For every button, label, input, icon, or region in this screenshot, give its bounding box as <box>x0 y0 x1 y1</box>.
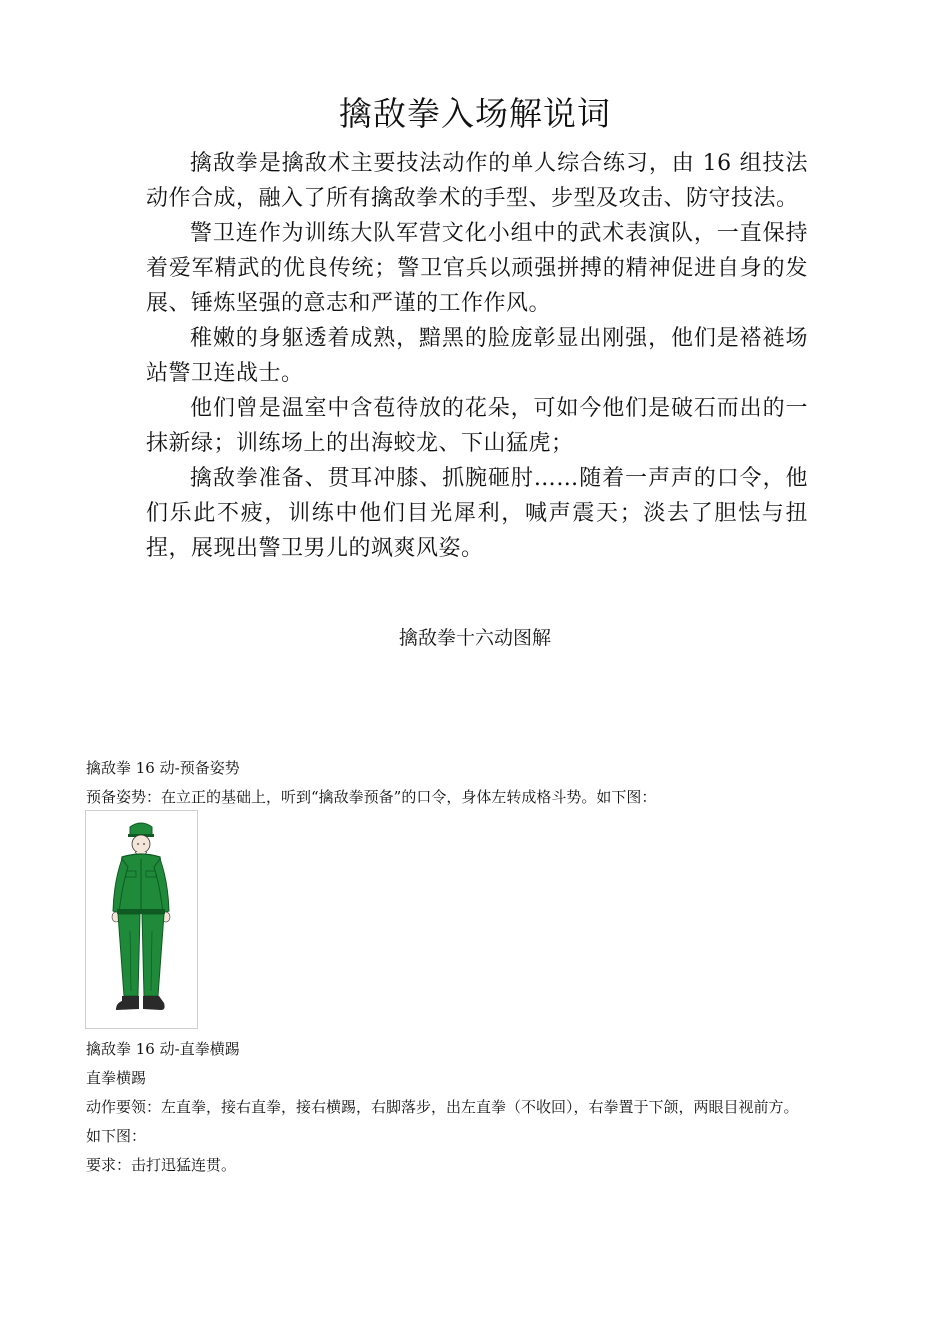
intro-paragraph: 警卫连作为训练大队军营文化小组中的武术表演队，一直保持着爱军精武的优良传统；警卫官兵以顽强拼搏的精神促进自身的发展、锤炼坚强的意志和严谨的工作作风。 <box>146 221 808 316</box>
section2-see-below: 如下图： <box>86 1127 147 1145</box>
section1-description: 预备姿势：在立正的基础上，听到“擒敌拳预备”的口令，身体左转成格斗势。如下图： <box>86 788 657 806</box>
section-subtitle: 擒敌拳十六动图解 <box>398 627 551 649</box>
soldier-illustration-icon <box>86 811 197 1028</box>
intro-paragraph: 擒敌拳准备、贯耳冲膝、抓腕砸肘……随着一声声的口令，他们乐此不疲，训练中他们目光犀利，喊声震天；淡去了胆怯与扭捏，展现出警卫男儿的飒爽风姿。 <box>146 466 808 561</box>
section2-requirement: 要求：击打迅猛连贯。 <box>86 1156 237 1174</box>
section2-name: 直拳横踢 <box>86 1069 147 1087</box>
intro-text <box>146 146 808 566</box>
intro-paragraph: 稚嫩的身躯透着成熟，黯黑的脸庞彰显出刚强，他们是褡裢场站警卫连战士。 <box>146 326 808 386</box>
intro-paragraph: 他们曾是温室中含苞待放的花朵，可如今他们是破石而出的一抹新绿；训练场上的出海蛟龙、下山猛虎； <box>146 396 808 456</box>
document-title: 擒敌拳入场解说词 <box>339 94 611 133</box>
section2-heading: 擒敌拳 16 动-直拳横踢 <box>86 1040 240 1058</box>
section1-heading: 擒敌拳 16 动-预备姿势 <box>86 759 240 777</box>
intro-paragraph: 擒敌拳是擒敌术主要技法动作的单人综合练习，由 16 组技法动作合成，融入了所有擒敌拳术的手型、步型及攻击、防守技法。 <box>146 151 808 211</box>
soldier-figure <box>85 810 198 1029</box>
section2-essentials: 动作要领：左直拳，接右直拳，接右横踢，右脚落步，出左直拳（不收回），右拳置于下颌，两眼目视前方。 <box>86 1098 799 1116</box>
